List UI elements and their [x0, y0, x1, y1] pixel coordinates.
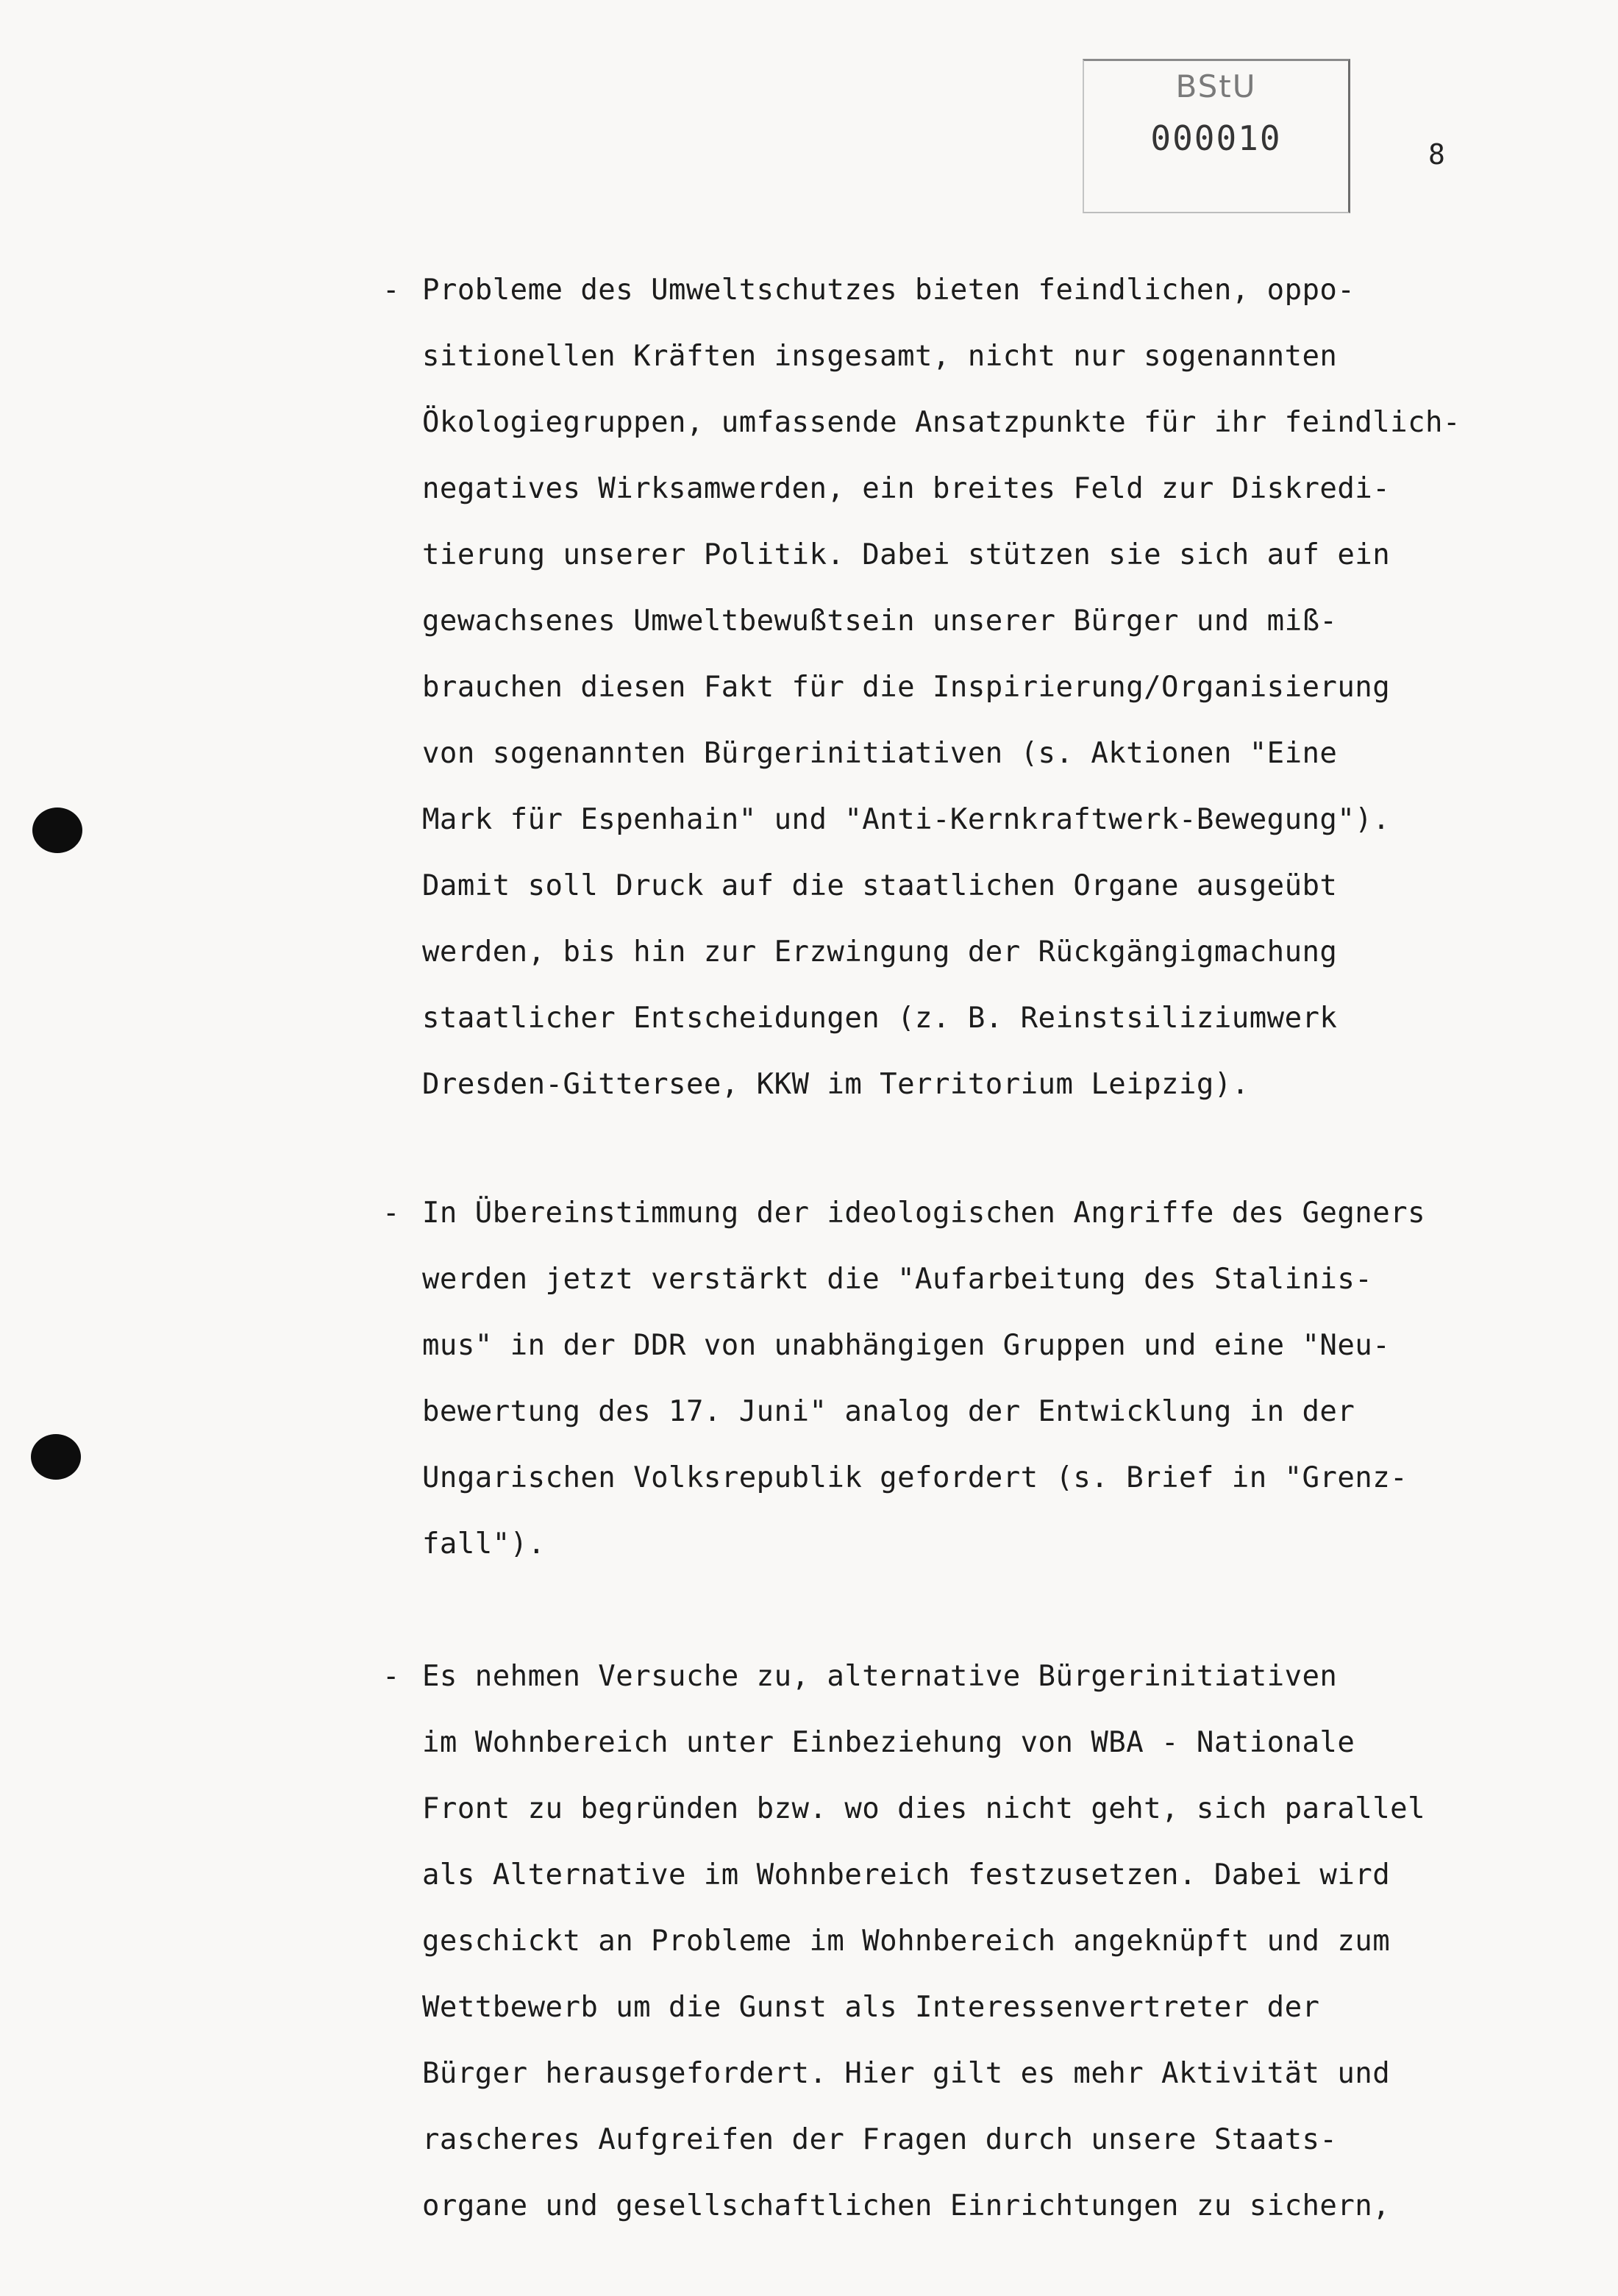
punch-hole-icon: [32, 807, 82, 853]
punch-hole-icon: [31, 1434, 81, 1480]
paragraph-text: [422, 257, 1592, 1118]
text-line: von sogenannten Bürgerinitiativen (s. Aktionen "Eine: [422, 737, 1338, 770]
text-line: gewachsenes Umweltbewußtsein unserer Bürger und miß-: [422, 605, 1338, 638]
text-line: sitionellen Kräften insgesamt, nicht nur sogenannten: [422, 340, 1338, 373]
text-line: Ökologiegruppen, umfassende Ansatzpunkte für ihr feindlich-: [422, 406, 1461, 439]
text-line: brauchen diesen Fakt für die Inspirierung/Organisierung: [422, 671, 1391, 704]
stamp-number: 000010: [1150, 118, 1282, 158]
text-line: mus" in der DDR von unabhängigen Gruppen und eine "Neu-: [422, 1329, 1391, 1362]
archive-stamp: [1083, 59, 1350, 213]
text-line: Wettbewerb um die Gunst als Interessenvertreter der: [422, 1991, 1320, 2024]
text-line: organe und gesellschaftlichen Einrichtungen zu sichern,: [422, 2189, 1391, 2222]
bullet-dash: -: [382, 1197, 400, 1230]
text-line: im Wohnbereich unter Einbeziehung von WBA - Nationale: [422, 1726, 1355, 1759]
text-line: geschickt an Probleme im Wohnbereich angeknüpft und zum: [422, 1925, 1391, 1958]
text-line: Ungarischen Volksrepublik gefordert (s. Brief in "Grenz-: [422, 1461, 1408, 1494]
text-line: Front zu begründen bzw. wo dies nicht geht, sich parallel: [422, 1792, 1426, 1825]
text-line: Es nehmen Versuche zu, alternative Bürgerinitiativen: [422, 1660, 1338, 1693]
text-line: Bürger herausgefordert. Hier gilt es mehr Aktivität und: [422, 2057, 1391, 2090]
text-line: In Übereinstimmung der ideologischen Angriffe des Gegners: [422, 1197, 1426, 1230]
text-line: tierung unserer Politik. Dabei stützen sie sich auf ein: [422, 538, 1391, 571]
paragraph-text: [422, 1180, 1592, 1577]
page-number: 8: [1428, 138, 1445, 171]
text-line: Dresden-Gittersee, KKW im Territorium Leipzig).: [422, 1068, 1250, 1101]
text-line: Mark für Espenhain" und "Anti-Kernkraftwerk-Bewegung").: [422, 803, 1391, 836]
text-line: staatlicher Entscheidungen (z. B. Reinstsiliziumwerk: [422, 1002, 1338, 1035]
bullet-dash: -: [382, 1660, 400, 1693]
text-line: fall").: [422, 1527, 546, 1561]
text-line: rascheres Aufgreifen der Fragen durch unsere Staats-: [422, 2123, 1338, 2156]
text-line: als Alternative im Wohnbereich festzusetzen. Dabei wird: [422, 1858, 1391, 1892]
text-line: werden jetzt verstärkt die "Aufarbeitung des Stalinis-: [422, 1263, 1373, 1296]
text-line: negatives Wirksamwerden, ein breites Feld zur Diskredi-: [422, 472, 1391, 505]
bullet-dash: -: [382, 274, 400, 307]
text-line: Probleme des Umweltschutzes bieten feindlichen, oppo-: [422, 274, 1355, 307]
stamp-title: BStU: [1175, 68, 1257, 104]
text-line: Damit soll Druck auf die staatlichen Organe ausgeübt: [422, 869, 1338, 902]
text-line: werden, bis hin zur Erzwingung der Rückgängigmachung: [422, 935, 1338, 969]
paragraph-text: [422, 1644, 1592, 2239]
text-line: bewertung des 17. Juni" analog der Entwicklung in der: [422, 1395, 1355, 1428]
